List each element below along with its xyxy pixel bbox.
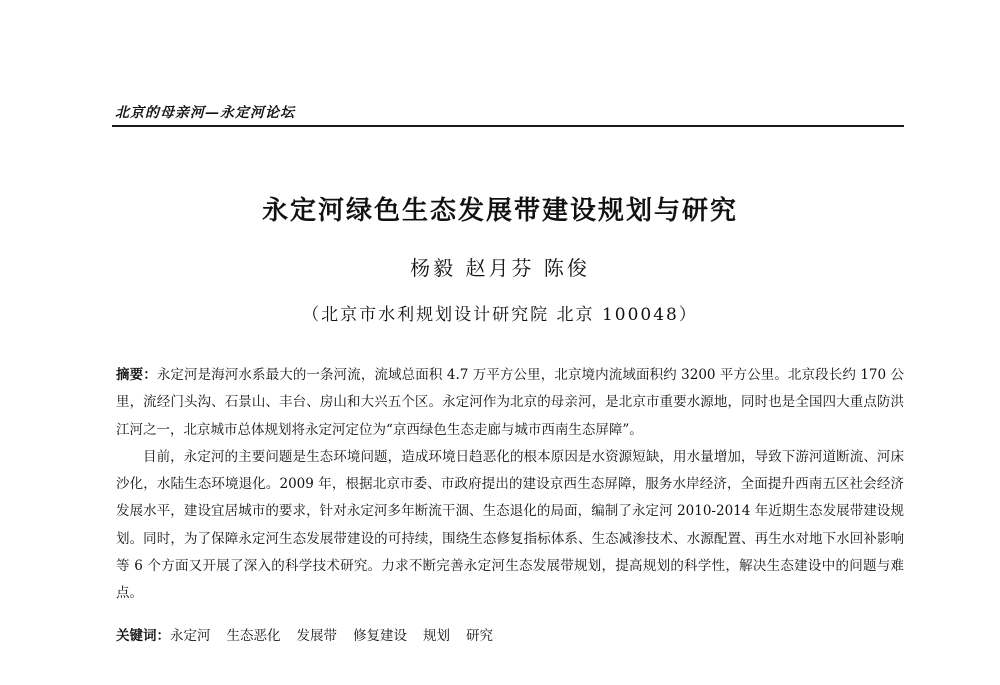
article-affiliation: （北京市水利规划设计研究院 北京 100048） <box>302 305 698 325</box>
article-title: 永定河绿色生态发展带建设规划与研究 <box>261 196 738 226</box>
keyword-item: 永定河 <box>170 628 211 644</box>
abstract-paragraph-2: 目前，永定河的主要问题是生态环境问题，造成环境日趋恶化的根本原因是水资源短缺，用水量增加，导致下游河道断流、河床沙化，水陆生态环境退化。2009 年，根据北京市委、市政府提出的建设京西生态屏障，服务水岸经济，全面提升西南五区社会经济发展水平，建设宜居城市的要求，针对永定河多年断流干涸、生态退化的局面，编制了永定河 2010-2014 年近期生态发展带建设规划。同时，为了保障永定河生态发展带建设的可持续，围绕生态修复指标体系、生态减渗技术、水源配置、再生水对地下水回补影响等 6 个方面又开展了深入的科学技术研究。力求不断完善永定河生态发展带规划，提高规划的科学性，解决生态建设中的问题与难点。 <box>116 448 904 602</box>
abstract <box>116 362 904 608</box>
keyword-item: 发展带 <box>296 628 337 644</box>
abstract-paragraph-1 <box>116 362 904 444</box>
keyword-item: 规划 <box>423 628 450 644</box>
keyword-item: 生态恶化 <box>226 628 281 644</box>
keyword-item: 研究 <box>466 628 493 644</box>
keywords-label: 关键词： <box>116 628 170 644</box>
keywords <box>116 624 509 644</box>
abstract-text-1: 永定河是海河水系最大的一条河流，流域总面积 4.7 万平方公里，北京境内流域面积约 3200 平方公里。北京段长约 170 公里，流经门头沟、石景山、丰台、房山和大兴五个区。永定河作为北京的母亲河，是北京市重要水源地，同时也是全国四大重点防洪江河之一，北京城市总体规划将永定河定位为“京西绿色生态走廊与城市西南生态屏障”。 <box>116 367 904 438</box>
keyword-item: 修复建设 <box>353 628 407 644</box>
abstract-label: 摘要： <box>116 367 157 383</box>
running-header: 北京的母亲河—永定河论坛 <box>115 105 295 121</box>
header-rule <box>112 125 904 127</box>
article-authors: 杨毅 赵月芬 陈俊 <box>410 256 590 280</box>
